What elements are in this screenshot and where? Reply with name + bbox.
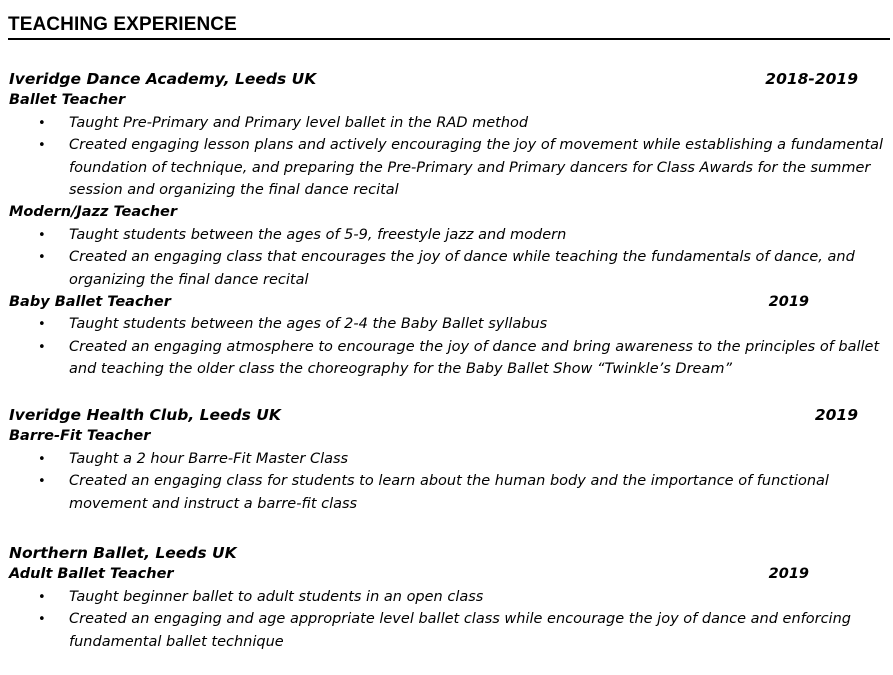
- bullet-text: organizing the final dance recital: [69, 271, 309, 288]
- bullet-icon: •: [38, 451, 46, 467]
- employer-name: Iveridge Health Club, Leeds UK: [9, 406, 281, 424]
- bullet-line: [0, 361, 893, 384]
- bullet-text: Taught Pre-Primary and Primary level ballet in the RAD method: [69, 114, 529, 131]
- bullet-text: Created an engaging atmosphere to encourage the joy of dance and bring awareness to the principles of ballet: [69, 338, 880, 355]
- role-title: Barre-Fit Teacher: [9, 428, 151, 445]
- bullet-text: Taught a 2 hour Barre-Fit Master Class: [69, 450, 349, 467]
- bullet-line: [0, 249, 893, 272]
- bullet-line: [0, 339, 893, 362]
- role-date: 2019: [768, 566, 809, 583]
- bullet-icon: •: [38, 589, 46, 605]
- section-title: TEACHING EXPERIENCE: [8, 14, 237, 35]
- role-title: Modern/Jazz Teacher: [9, 204, 178, 221]
- bullet-text: Created engaging lesson plans and actively encouraging the joy of movement while establishing a fundamental: [69, 137, 884, 154]
- bullet-line: [0, 272, 893, 295]
- bullet-line: [0, 137, 893, 160]
- bullet-line: [0, 611, 893, 634]
- bullet-icon: •: [38, 317, 46, 333]
- role-date: 2019: [768, 294, 809, 310]
- role-title: Baby Ballet Teacher: [9, 294, 171, 310]
- bullet-icon: •: [38, 227, 46, 243]
- bullet-text: foundation of technique, and preparing the Pre-Primary and Primary dancers for Class Awards for the summer: [69, 159, 871, 176]
- bullet-text: fundamental ballet technique: [69, 633, 284, 650]
- section-divider: [8, 38, 890, 40]
- bullet-text: Taught students between the ages of 5-9, freestyle jazz and modern: [69, 226, 567, 243]
- bullet-text: Created an engaging and age appropriate level ballet class while encourage the joy of dance and enforcing: [69, 611, 851, 628]
- bullet-line: [0, 634, 893, 657]
- role-header: [0, 92, 893, 115]
- bullet-text: session and organizing the final dance recital: [69, 182, 399, 198]
- bullet-icon: •: [38, 339, 46, 355]
- bullet-text: Taught beginner ballet to adult students in an open class: [69, 588, 484, 605]
- bullet-text: and teaching the older class the choreography for the Baby Ballet Show “Twinkle’s Dream”: [69, 361, 732, 378]
- role-title: Adult Ballet Teacher: [9, 566, 174, 583]
- bullet-line: [0, 227, 893, 250]
- bullet-text: Created an engaging class that encourages the joy of dance while teaching the fundamentals of dance, and: [69, 249, 855, 266]
- bullet-text: movement and instruct a barre-fit class: [69, 495, 358, 512]
- bullet-icon: •: [38, 115, 46, 131]
- bullet-line: [0, 589, 893, 612]
- bullet-line: [0, 451, 893, 474]
- role-header: [0, 428, 893, 451]
- employment-dates: 2019: [814, 406, 858, 424]
- role-header: [0, 566, 893, 589]
- employer-name: Iveridge Dance Academy, Leeds UK: [9, 70, 317, 88]
- bullet-text: Created an engaging class for students to learn about the human body and the importance of functional: [69, 473, 829, 490]
- employment-dates: 2018-2019: [765, 70, 858, 88]
- job-header: [0, 406, 893, 429]
- employer-name: Northern Ballet, Leeds UK: [9, 544, 237, 562]
- bullet-line: [0, 160, 893, 183]
- bullet-icon: •: [38, 474, 46, 490]
- bullet-icon: •: [38, 612, 46, 628]
- bullet-line: [0, 115, 893, 138]
- role-title: Ballet Teacher: [9, 92, 126, 109]
- bullet-text: Taught students between the ages of 2-4 the Baby Ballet syllabus: [69, 316, 548, 333]
- bullet-line: [0, 496, 893, 519]
- bullet-icon: •: [38, 250, 46, 266]
- bullet-line: [0, 473, 893, 496]
- role-header: [0, 204, 893, 227]
- bullet-icon: •: [38, 138, 46, 154]
- role-header: [0, 294, 893, 317]
- bullet-line: [0, 182, 893, 205]
- job-header: [0, 544, 893, 567]
- job-header: [0, 70, 893, 93]
- bullet-line: [0, 316, 893, 339]
